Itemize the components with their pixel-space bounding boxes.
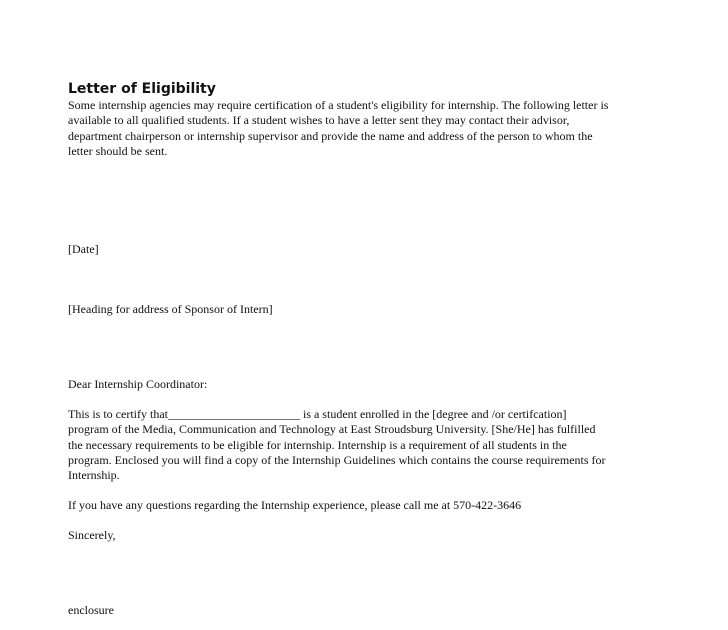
letter-body-line: Internship. [68, 468, 120, 483]
intro-paragraph [68, 98, 668, 159]
letter-closing: Sincerely, [68, 528, 116, 542]
letter-body-line: the necessary requirements to be eligible for internship. Internship is a requirement of all students in the [68, 437, 567, 452]
enclosure-note: enclosure [68, 603, 114, 617]
intro-line: letter should be sent. [68, 143, 168, 158]
intro-line: available to all qualified students. If a student wishes to have a letter sent they may contact their advisor, [68, 113, 570, 128]
contact-questions-line: If you have any questions regarding the Internship experience, please call me at 570-422-3646 [68, 498, 522, 512]
letter-body-line: This is to certify that______________________ is a student enrolled in the [degree and /or certifcation] [68, 407, 567, 421]
document-title: Letter of Eligibility [68, 81, 216, 97]
address-heading-placeholder: [Heading for address of Sponsor of Intern] [68, 302, 273, 316]
letter-salutation: Dear Internship Coordinator: [68, 377, 208, 391]
letter-body-line: program. Enclosed you will find a copy of the Internship Guidelines which contains the course requirements for [68, 452, 606, 467]
intro-line: department chairperson or internship supervisor and provide the name and address of the person to whom the [68, 128, 593, 143]
letter-body-paragraph [68, 407, 668, 483]
date-placeholder: [Date] [68, 242, 99, 256]
intro-line: Some internship agencies may require certification of a student's eligibility for internship. The following letter is [68, 98, 609, 112]
letter-body-line: program of the Media, Communication and Technology at East Stroudsburg University. [She/He] has fulfilled [68, 422, 596, 437]
